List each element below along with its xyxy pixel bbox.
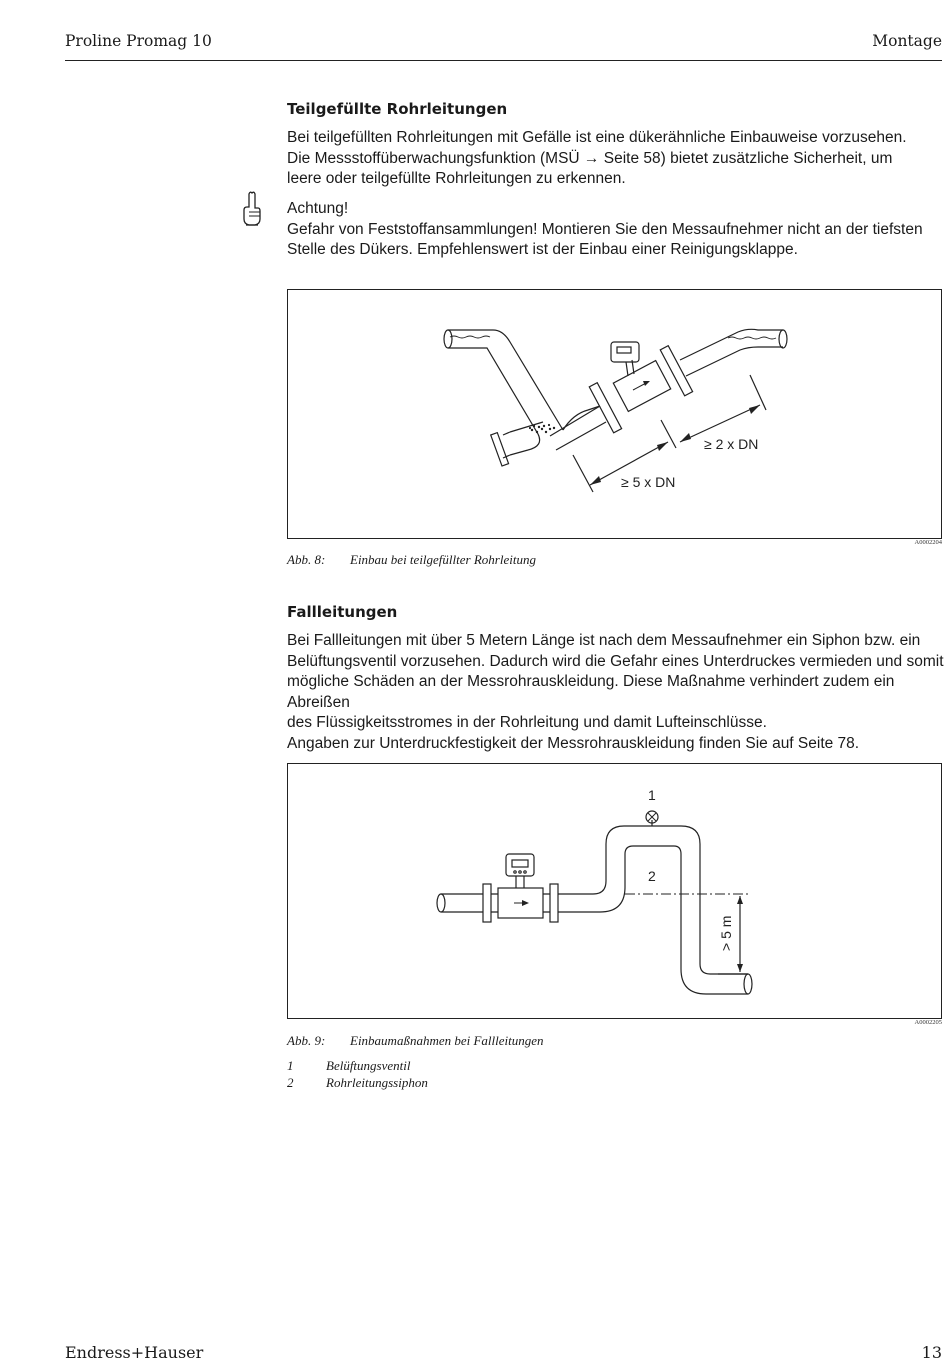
figure-8-diagram [288,290,943,540]
text-line: Stelle des Dükers. Empfehlenswert ist der Einbau einer Reinigungsklappe. [287,241,798,258]
legend-number: 2 [287,1075,294,1090]
caption-text: Einbaumaßnahmen bei Fallleitungen [350,1033,544,1048]
text-line: Die Messstoffüberwachungsfunktion (MSÜ → Seite 58) bietet zusätzliche Sicherheit, um [287,149,893,167]
figure-8-code: A0002204 [914,539,942,546]
dim-height-label: > 5 m [718,915,734,951]
section2-paragraph [287,631,950,754]
caption-number: Abb. 8: [287,552,326,567]
callout-2: 2 [648,868,656,884]
legend-item [287,1058,428,1075]
text-line: Angaben zur Unterdruckfestigkeit der Messrohrauskleidung finden Sie auf Seite 78. [287,734,860,752]
section-title-teilgefuellt: Teilgefüllte Rohrleitungen [287,100,508,118]
callout-1: 1 [648,787,656,803]
text-line: des Flüssigkeitsstromes in der Rohrleitung und damit Lufteinschlüsse. [287,714,767,731]
header-left: Proline Promag 10 [65,32,212,50]
figure-9-code: A0002205 [914,1019,942,1026]
section1-paragraph [287,128,907,190]
legend-text: Rohrleitungssiphon [326,1075,428,1090]
text-line: mögliche Schäden an der Messrohrauskleidung. Diese Maßnahme verhindert zudem ein Abreißen [287,673,895,711]
text-line: Gefahr von Feststoffansammlungen! Montieren Sie den Messaufnehmer nicht an der tiefsten [287,220,923,238]
footer-left: Endress+Hauser [65,1343,204,1362]
caption-number: Abb. 9: [287,1033,326,1048]
figure-9-caption [287,1033,544,1049]
text-line: Bei Fallleitungen mit über 5 Metern Länge ist nach dem Messaufnehmer ein Siphon bzw. ein [287,632,921,649]
header-rule [65,60,942,61]
figure-8-box [287,289,942,539]
legend-number: 1 [287,1058,294,1073]
text-line: Bei teilgefüllten Rohrleitungen mit Gefälle ist eine dükerähnliche Einbauweise vorzusehen. [287,129,907,146]
legend-text: Belüftungsventil [326,1058,411,1073]
caution-title: Achtung! [287,200,349,217]
caution-block [287,199,923,261]
header-right: Montage [872,32,942,50]
pointing-hand-icon [239,190,265,230]
text-line: Belüftungsventil vorzusehen. Dadurch wird die Gefahr eines Unterdruckes vermieden und somit [287,652,944,670]
legend-item [287,1075,428,1092]
figure-9-diagram [288,764,943,1020]
figure-9-box [287,763,942,1019]
section-title-fallleitungen: Fallleitungen [287,603,398,621]
figure-9-legend [287,1058,428,1092]
dim-upstream-label: ≥ 5 x DN [621,474,676,490]
text-line: leere oder teilgefüllte Rohrleitungen zu erkennen. [287,170,626,187]
caption-text: Einbau bei teilgefüllter Rohrleitung [350,552,536,567]
page-number: 13 [921,1343,942,1362]
dim-downstream-label: ≥ 2 x DN [704,436,759,452]
figure-8-caption [287,552,536,568]
